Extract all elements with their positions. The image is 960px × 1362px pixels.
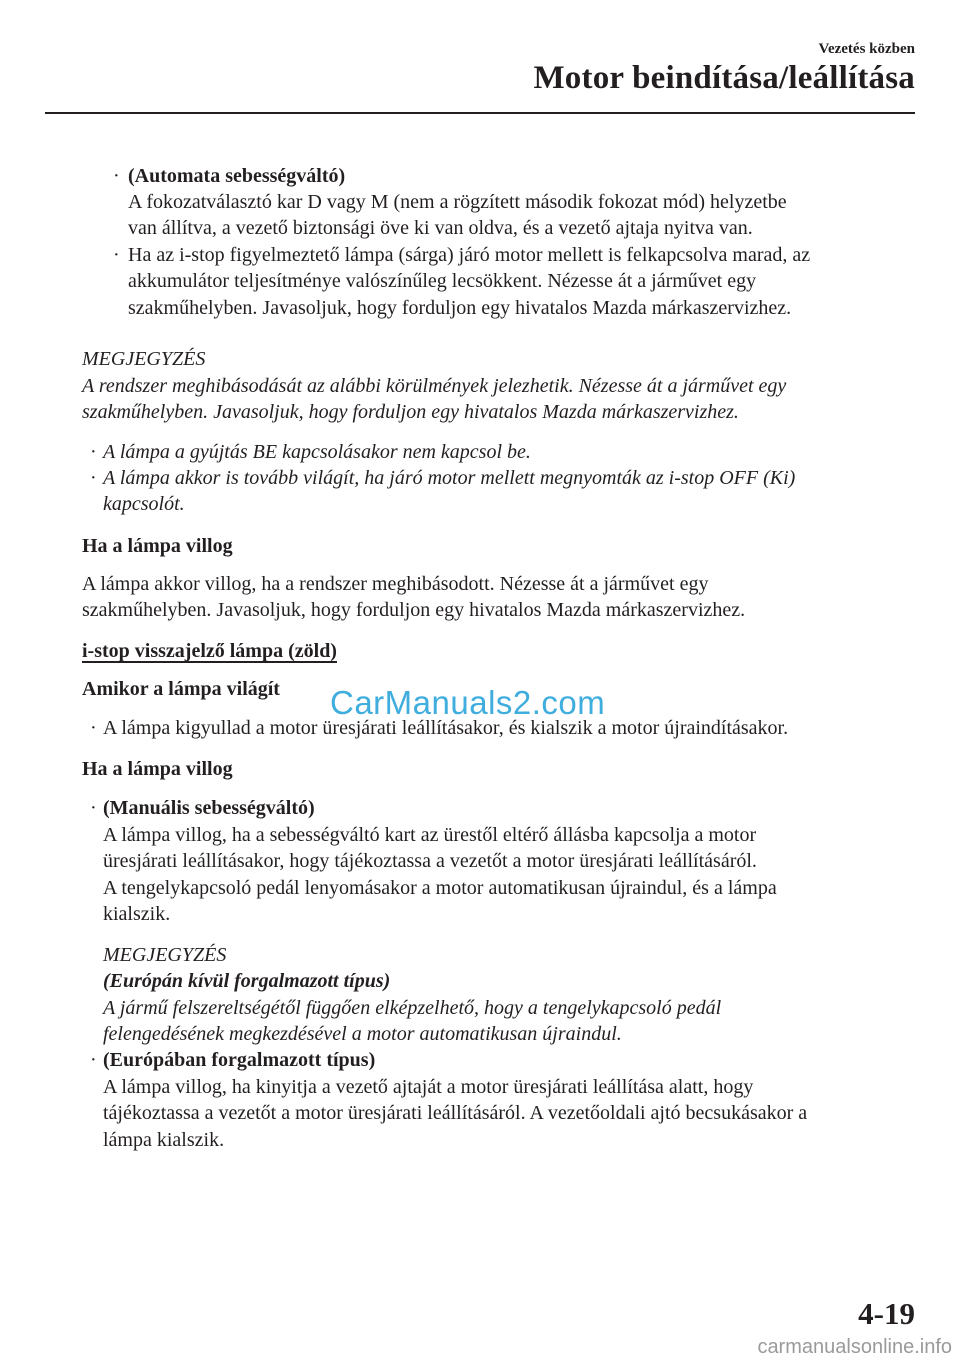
paragraph-line: üresjárati leállításakor, hogy tájékoztassa a vezetőt a motor üresjárati leállításáról. <box>103 850 757 872</box>
note-line: A rendszer meghibásodását az alábbi körülmények jelezhetik. Nézesse át a járművet egy <box>82 375 787 397</box>
paragraph-line: A lámpa akkor villog, ha a rendszer meghibásodott. Nézesse át a járművet egy <box>82 573 709 595</box>
note-subheading: (Európán kívül forgalmazott típus) <box>103 970 391 992</box>
subheading: Amikor a lámpa világít <box>82 678 280 700</box>
note-line: felengedésének megkezdésével a motor automatikusan újraindul. <box>103 1023 622 1045</box>
paragraph-line: lámpa kialszik. <box>103 1129 225 1151</box>
subheading: Ha a lámpa villog <box>82 758 233 780</box>
bullet-dot: · <box>90 1049 97 1071</box>
page-title: Motor beindítása/leállítása <box>533 60 915 96</box>
section-heading-green-lamp: i-stop visszajelző lámpa (zöld) <box>82 640 337 662</box>
header-divider <box>45 112 915 114</box>
paragraph-line: A lámpa kigyullad a motor üresjárati leállításakor, és kialszik a motor újraindításakor. <box>103 717 789 739</box>
bullet-heading-automatic: (Automata sebességváltó) <box>128 165 346 187</box>
note-line: szakműhelyben. Javasoljuk, hogy forduljon egy hivatalos Mazda márkaszervizhez. <box>82 401 739 423</box>
note-bullet: A lámpa a gyújtás BE kapcsolásakor nem kapcsol be. <box>103 441 531 463</box>
paragraph-line: A lámpa villog, ha kinyitja a vezető ajtaját a motor üresjárati leállítása alatt, hogy <box>103 1076 754 1098</box>
paragraph-line: kialszik. <box>103 903 171 925</box>
note-heading: MEGJEGYZÉS <box>82 348 206 370</box>
paragraph-line: akkumulátor teljesítménye valószínűleg lecsökkent. Nézesse át a járművet egy <box>128 270 757 292</box>
paragraph-line: Ha az i-stop figyelmeztető lámpa (sárga) járó motor mellett is felkapcsolva marad, az <box>128 244 811 266</box>
paragraph-line: szakműhelyben. Javasoljuk, hogy forduljon egy hivatalos Mazda márkaszervizhez. <box>128 297 792 319</box>
section-name: Vezetés közben <box>818 41 915 57</box>
note-line: A jármű felszereltségétől függően elképzelhető, hogy a tengelykapcsoló pedál <box>103 997 722 1019</box>
paragraph-line: van állítva, a vezető biztonsági öve ki van oldva, és a vezető ajtaja nyitva van. <box>128 217 753 239</box>
paragraph-line: tájékoztassa a vezetőt a motor üresjárati leállításáról. A vezetőoldali ajtó becsukásakor a <box>103 1102 808 1124</box>
note-bullet: A lámpa akkor is tovább világít, ha járó motor mellett megnyomták az i-stop OFF (Ki) <box>103 467 796 489</box>
bullet-dot: · <box>90 467 97 489</box>
paragraph-line: A fokozatválasztó kar D vagy M (nem a rögzített második fokozat mód) helyzetbe <box>128 191 787 213</box>
bullet-dot: · <box>113 244 120 266</box>
paragraph-line: A tengelykapcsoló pedál lenyomásakor a motor automatikusan újraindul, és a lámpa <box>103 877 777 899</box>
paragraph-line: szakműhelyben. Javasoljuk, hogy forduljon egy hivatalos Mazda márkaszervizhez. <box>82 599 746 621</box>
note-heading: MEGJEGYZÉS <box>103 944 227 966</box>
bullet-heading-europe: (Európában forgalmazott típus) <box>103 1049 376 1071</box>
subheading: Ha a lámpa villog <box>82 535 233 557</box>
footer-watermark: carmanualsonline.info <box>757 1336 952 1358</box>
bullet-heading-manual: (Manuális sebességváltó) <box>103 797 315 819</box>
page-number: 4-19 <box>858 1296 915 1331</box>
bullet-dot: · <box>90 441 97 463</box>
bullet-dot: · <box>90 797 97 819</box>
bullet-dot: · <box>90 717 97 739</box>
paragraph-line: A lámpa villog, ha a sebességváltó kart az üres​től eltérő állásba kapcsolja a motor <box>103 824 757 846</box>
bullet-dot: · <box>113 165 120 187</box>
watermark-logo: CarManuals2.com <box>330 684 606 721</box>
note-bullet: kapcsolót. <box>103 493 185 515</box>
